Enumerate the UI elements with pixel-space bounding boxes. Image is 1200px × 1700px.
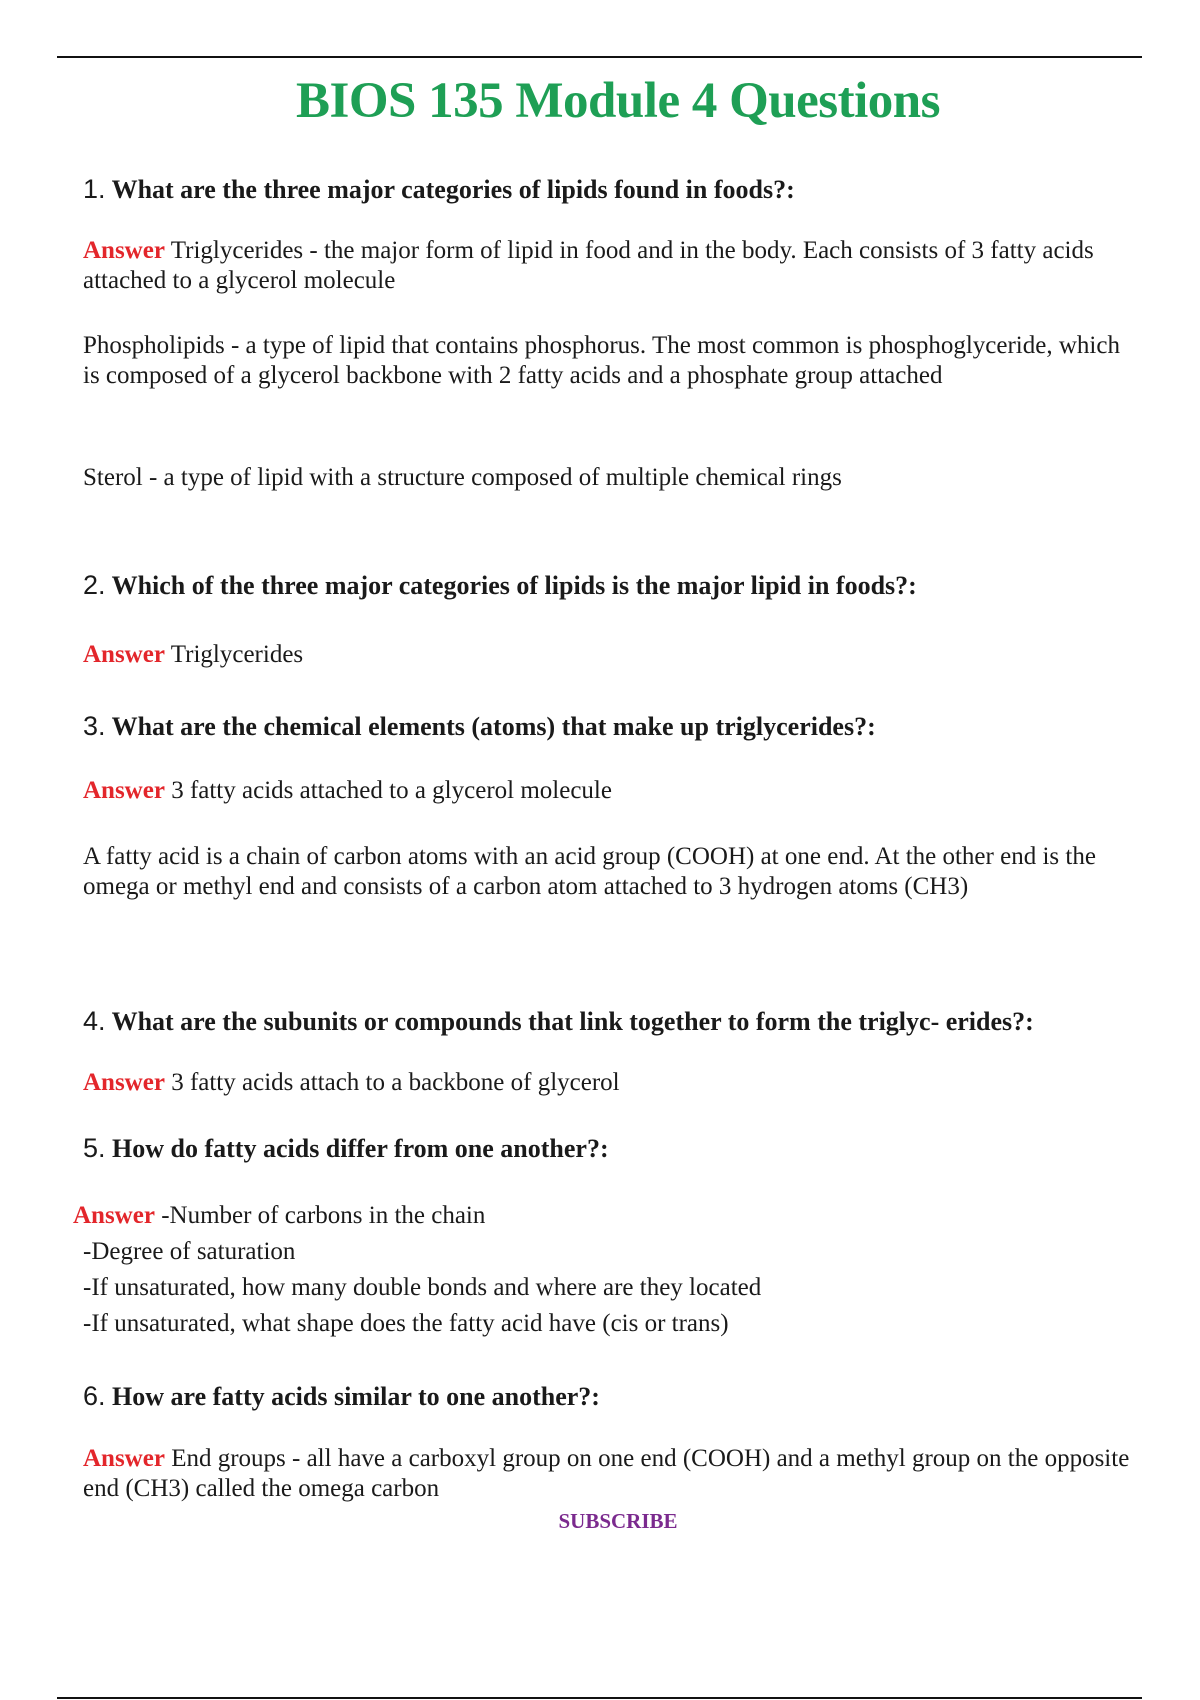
subscribe-link[interactable]: SUBSCRIBE [558,1509,678,1533]
question-5 [83,1132,1133,1165]
answer-label: Answer [73,1202,155,1229]
question-3 [83,710,1133,743]
answer-label: Answer [83,1069,165,1096]
answer-label: Answer [83,777,165,804]
answer-text: End groups - all have a carboxyl group on one end (COOH) and a methyl group on the opposite end (CH3) called the omega carbon [83,1445,1130,1502]
bottom-rule [57,1697,1142,1699]
answer-2 [83,640,1133,670]
answer-text: -Number of carbons in the chain [161,1202,486,1229]
answer-text: Triglycerides [170,641,304,668]
page-title: BIOS 135 Module 4 Questions [296,73,940,129]
question-number: 2. [83,570,106,600]
answer-text: 3 fatty acids attach to a backbone of glycerol [171,1069,620,1096]
question-text: How do fatty acids differ from one another?: [112,1134,609,1163]
question-text: How are fatty acids similar to one another?: [112,1382,600,1411]
answer-4 [83,1068,1133,1098]
answer-label: Answer [83,237,165,264]
answer-5-line: -Degree of saturation [83,1238,296,1265]
question-number: 6. [83,1381,106,1411]
answer-3 [83,776,1133,806]
answer-5-line: -If unsaturated, what shape does the fatty acid have (cis or trans) [83,1310,729,1337]
question-2 [83,569,1133,602]
question-text: What are the three major categories of lipids found in foods?: [111,175,795,204]
paragraph-1a: Phospholipids - a type of lipid that contains phosphorus. The most common is phosphoglyceride, which is composed of a glycerol backbone with 2 fatty acids and a phosphate group attached [83,332,1120,389]
top-rule [57,56,1142,58]
question-1 [83,173,1133,206]
paragraph-1b: Sterol - a type of lipid with a structure composed of multiple chemical rings [83,464,842,491]
answer-label: Answer [83,641,165,668]
answer-5 [73,1198,1123,1234]
answer-label: Answer [83,1445,165,1472]
question-number: 1. [83,174,106,204]
question-text: What are the chemical elements (atoms) that make up triglycerides?: [111,712,876,741]
answer-text: 3 fatty acids attached to a glycerol molecule [171,777,612,804]
question-text: Which of the three major categories of lipids is the major lipid in foods?: [111,571,917,600]
question-number: 3. [83,711,106,741]
question-number: 5. [83,1133,106,1163]
question-6 [83,1380,1133,1413]
answer-5-line: -If unsaturated, how many double bonds and where are they located [83,1274,762,1301]
question-number: 4. [83,1006,106,1036]
question-4 [83,1005,1133,1038]
paragraph-3a: A fatty acid is a chain of carbon atoms with an acid group (COOH) at one end. At the other end is the omega or methyl end and consists of a carbon atom attached to 3 hydrogen atoms (CH3) [83,843,1096,900]
answer-1 [83,236,1133,296]
answer-6 [83,1444,1133,1504]
question-text: What are the subunits or compounds that link together to form the triglyc- erides?: [111,1007,1034,1036]
answer-text: Triglycerides - the major form of lipid in food and in the body. Each consists of 3 fatty acids attached to a glycerol molecule [83,237,1094,294]
